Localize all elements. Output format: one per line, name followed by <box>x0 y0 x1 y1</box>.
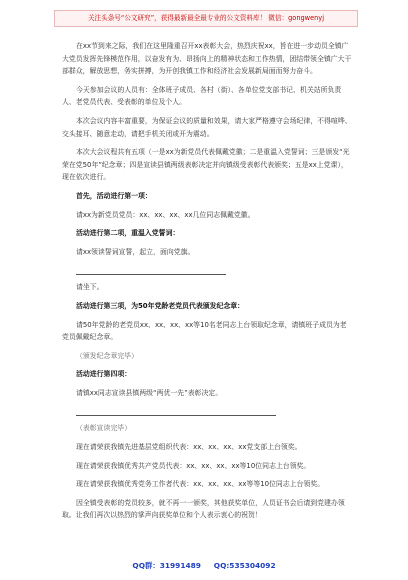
closing-paragraph: 因全镇受表彰的党员较多，就不再一一颁奖，其他获奖单位，人员证书会后请到党建办领取。让我们再次以热烈的掌声向获奖单位和个人表示衷心的祝贺！ <box>62 498 345 520</box>
wechat-id: gongwenyj <box>288 14 325 22</box>
step2-heading: 活动进行第二项，重温入党誓词： <box>76 229 180 238</box>
promo-banner <box>54 10 358 27</box>
intro-paragraph: 在xx节到来之际，我们在这里隆重召开xx表彰大会，热烈庆祝xx，旨在进一步动员全镇广大党员发挥先锋模范作用，以奋发有为、昂扬向上的精神状态和工作热情，团结带领全镇广大干部群众，解放思想，务实拼搏，为开创我镇工作和经济社会发展新局面而努力奋斗。 <box>62 42 352 76</box>
step1-text: 请xx为新党员党员：xx、xx、xx、xx几位同志佩戴党徽。 <box>76 210 255 219</box>
contact-footer <box>0 560 408 571</box>
step3-heading: 活动进行第三项，为50年党龄老党员代表颁发纪念章： <box>76 301 245 310</box>
step2-text: 请xx领读誓词宣誓，起立，面向党旗。 <box>76 247 195 256</box>
qq-group: QQ群：31991489 <box>132 561 201 570</box>
qq-number: QQ:535304092 <box>213 561 276 570</box>
attendees-paragraph: 今天参加会议的人员有：全体班子成员、各村（街）、各单位党支部书记、机关站所负责人、老党员代表、受表彰的单位及个人。 <box>62 85 342 107</box>
agenda-paragraph: 本次大会议程共有五项（一是xx为新党员代表佩戴党徽；二是重温入党誓词；三是颁发“光荣在党50年”纪念章；四是宣读县镇两级表彰决定并向镇级受表彰代表颁奖；五是xx上党课），现在依次进行。 <box>62 148 350 182</box>
step3-text: 请50年党龄的老党员xx、xx、xx、xx等10名老同志上台领取纪念章，请镇班子成员为老党员佩戴纪念章。 <box>62 320 347 342</box>
step3-note: （颁发纪念章完毕） <box>76 351 139 360</box>
step4-note: （表彰宣读完毕） <box>76 424 132 433</box>
sit-down-text: 请坐下。 <box>76 283 104 292</box>
step1-heading: 首先，活动进行第一项： <box>76 191 152 200</box>
discipline-paragraph: 本次会议内容丰富重要，为保证会议的质量和效果，请大家严格遵守会场纪律，不得喧哗、交头接耳、随意走动，请把手机关闭或开为震动。 <box>62 116 352 138</box>
divider-line <box>76 264 226 275</box>
award-party-workers: 现在请荣获我镇优秀党务工作者代表：xx、xx、xx、xx等等10位同志上台领奖。 <box>76 480 325 489</box>
document-body <box>62 40 352 528</box>
award-party-organizations: 现在请荣获我镇先进基层党组织代表：xx、xx、xx、xx党支部上台领奖。 <box>76 443 302 452</box>
step4-text: 请镇xx同志宣读县镇两级“两优一先”表彰决定。 <box>76 388 223 397</box>
promo-banner-text: 关注头条号“公文研究”，获得最新最全最专业的公文资料库！ 微信： <box>87 14 289 22</box>
award-party-members: 现在请荣获我镇优秀共产党员代表：xx、xx、xx、xx等10位同志上台领奖。 <box>76 461 311 470</box>
divider-line <box>76 405 276 416</box>
step4-heading: 活动进行第四项： <box>76 370 132 379</box>
